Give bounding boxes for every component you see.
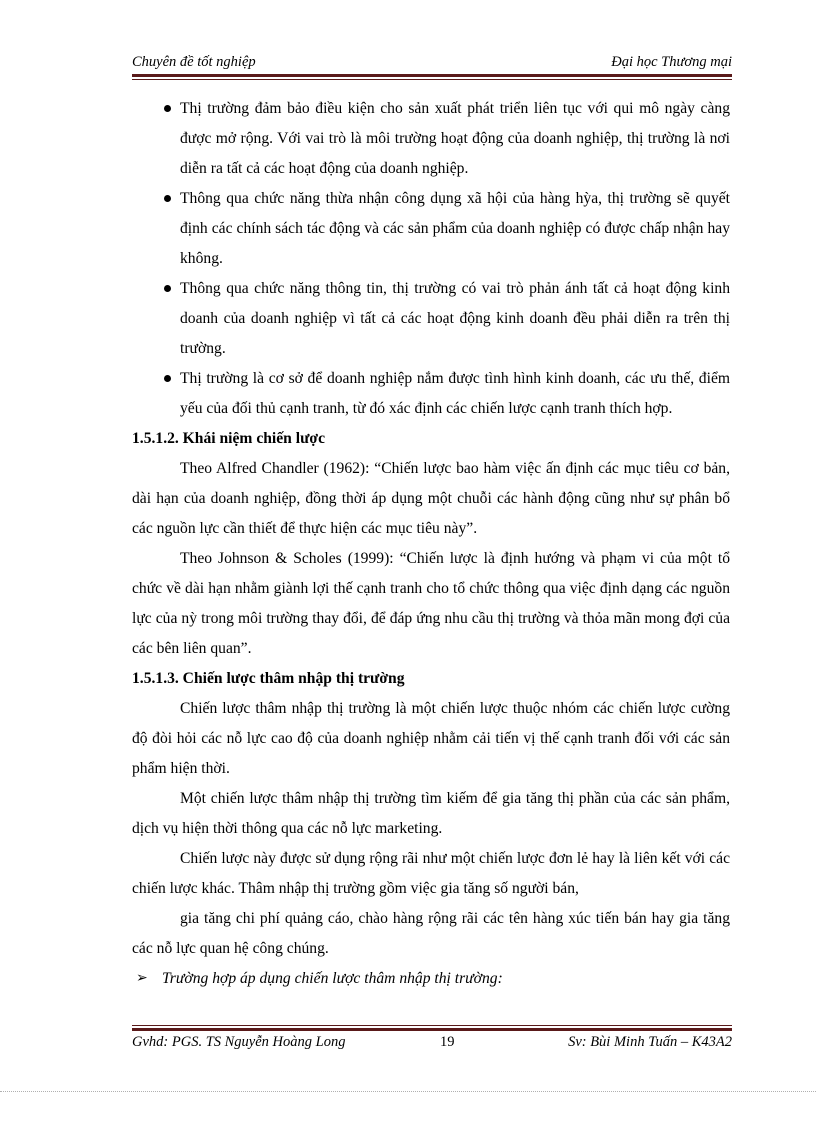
- paragraph: Chiến lược thâm nhập thị trường là một chiến lược thuộc nhóm các chiến lược cường độ đòi hỏi các nỗ lực cao độ của doanh nghiệp nhằm cải tiến vị thế cạnh tranh đối với các sản phẩm hiện thời.: [132, 700, 730, 777]
- footer-student: Sv: Bùi Minh Tuấn – K43A2: [568, 1034, 732, 1050]
- footer-rule-thick: [132, 1028, 732, 1031]
- arrow-right-icon: ➢: [136, 971, 148, 986]
- list-item: [132, 94, 730, 184]
- list-item-text: Thị trường là cơ sở để doanh nghiệp nắm được tình hình kinh doanh, các ưu thế, điểm yếu của đối thủ cạnh tranh, từ đó xác định các chiến lược cạnh tranh thích hợp.: [180, 370, 730, 417]
- footer-supervisor: Gvhd: PGS. TS Nguyễn Hoàng Long: [132, 1034, 346, 1050]
- list-item-text: Thị trường đảm bảo điều kiện cho sản xuất phát triển liên tục với qui mô ngày càng được mở rộng. Với vai trò là môi trường hoạt động của doanh nghiệp, thị trường là nơi diễn ra tất cả các hoạt động của doanh nghiệp.: [180, 100, 730, 177]
- page-number: 19: [440, 1034, 455, 1050]
- bullet-list: [132, 94, 730, 424]
- paragraph: gia tăng chi phí quảng cáo, chào hàng rộng rãi các tên hàng xúc tiến bán hay gia tăng các nỗ lực quan hệ công chúng.: [132, 910, 730, 957]
- header-right-text: Đại học Thương mại: [611, 54, 732, 70]
- page-body: [132, 94, 730, 994]
- bullet-dot-icon: [164, 195, 171, 202]
- page-footer: [132, 1034, 732, 1056]
- bullet-dot-icon: [164, 105, 171, 112]
- header-left-text: Chuyên đề tốt nghiệp: [132, 54, 256, 70]
- arrow-list-item: [132, 964, 730, 994]
- page-header: [132, 52, 732, 74]
- bullet-dot-icon: [164, 375, 171, 382]
- paragraph: Theo Johnson & Scholes (1999): “Chiến lược là định hướng và phạm vi của một tổ chức về dài hạn nhằm giành lợi thế cạnh tranh cho tổ chức thông qua việc định dạng các nguồn lực của nỳ trong môi trường thay đổi, để đáp ứng nhu cầu thị trường và thỏa mãn mong đợi của các bên liên quan”.: [132, 550, 730, 657]
- list-item: [132, 184, 730, 274]
- header-rule-thin: [132, 79, 732, 80]
- arrow-item-text: Trường hợp áp dụng chiến lược thâm nhập thị trường:: [162, 970, 503, 987]
- list-item: [132, 274, 730, 364]
- footer-rule-thin: [132, 1025, 732, 1026]
- section-heading-1512: 1.5.1.2. Khái niệm chiến lược: [132, 430, 325, 447]
- paragraph: Theo Alfred Chandler (1962): “Chiến lược bao hàm việc ấn định các mục tiêu cơ bản, dài hạn của doanh nghiệp, đồng thời áp dụng một chuỗi các hành động cũng như sự phân bổ các nguồn lực cần thiết để thực hiện các mục tiêu này”.: [132, 460, 730, 537]
- list-item-text: Thông qua chức năng thừa nhận công dụng xã hội của hàng hỳa, thị trường sẽ quyết định các chính sách tác động và các sản phẩm của doanh nghiệp có được chấp nhận hay không.: [180, 190, 730, 267]
- list-item: [132, 364, 730, 424]
- header-rule-thick: [132, 74, 732, 77]
- paragraph: Một chiến lược thâm nhập thị trường tìm kiếm để gia tăng thị phần của các sản phẩm, dịch vụ hiện thời thông qua các nỗ lực marketing.: [132, 790, 730, 837]
- list-item-text: Thông qua chức năng thông tin, thị trường có vai trò phản ánh tất cả hoạt động kinh doanh của doanh nghiệp vì tất cả các hoạt động kinh doanh đều phải diễn ra trên thị trường.: [180, 280, 730, 357]
- page-boundary-divider: [0, 1091, 816, 1092]
- paragraph: Chiến lược này được sử dụng rộng rãi như một chiến lược đơn lẻ hay là liên kết với các chiến lược khác. Thâm nhập thị trường gồm việc gia tăng số người bán,: [132, 850, 730, 897]
- section-heading-1513: 1.5.1.3. Chiến lược thâm nhập thị trường: [132, 670, 405, 687]
- bullet-dot-icon: [164, 285, 171, 292]
